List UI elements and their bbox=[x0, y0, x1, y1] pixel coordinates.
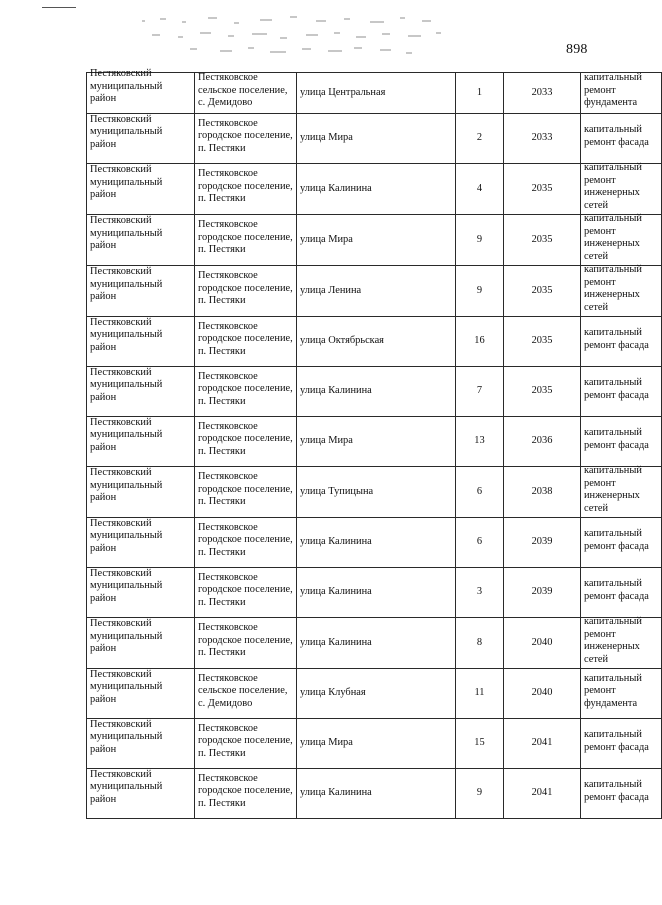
street-cell bbox=[297, 669, 456, 719]
table-row bbox=[87, 719, 662, 769]
work-type-cell-text: капитальный ремонт инженерных сетей bbox=[584, 465, 642, 514]
street-cell bbox=[297, 367, 456, 417]
settlement-cell-text: Пестяковское городское поселение, п. Пестяки bbox=[198, 320, 293, 357]
planned-year-cell bbox=[504, 417, 581, 467]
table-row bbox=[87, 317, 662, 367]
settlement-cell-text: Пестяковское городское поселение, п. Пестяки bbox=[198, 521, 293, 558]
street-cell-text: улица Тупицына bbox=[300, 485, 374, 497]
house-number-cell bbox=[456, 669, 504, 719]
district-cell-text: Пестяковский муниципальный район bbox=[90, 266, 163, 303]
house-number-cell-text: 6 bbox=[476, 536, 483, 548]
settlement-cell-text: Пестяковское городское поселение, п. Пестяки bbox=[198, 270, 293, 307]
settlement-cell-text: Пестяковское городское поселение, п. Пестяки bbox=[198, 420, 293, 457]
settlement-cell bbox=[195, 518, 297, 568]
work-type-cell bbox=[581, 114, 662, 164]
planned-year-cell bbox=[504, 317, 581, 367]
work-type-cell-text: капитальный ремонт фасада bbox=[584, 327, 649, 351]
settlement-cell bbox=[195, 769, 297, 819]
house-number-cell-text: 6 bbox=[476, 485, 483, 497]
house-number-cell-text: 3 bbox=[476, 586, 483, 598]
house-number-cell-text: 13 bbox=[474, 435, 485, 447]
page-number: 898 bbox=[566, 42, 588, 57]
house-number-cell bbox=[456, 568, 504, 618]
planned-year-cell-text: 2035 bbox=[531, 385, 553, 397]
settlement-cell-text: Пестяковское городское поселение, п. Пестяки bbox=[198, 622, 293, 659]
district-cell-text: Пестяковский муниципальный район bbox=[90, 215, 163, 252]
work-type-cell bbox=[581, 568, 662, 618]
district-cell bbox=[87, 317, 195, 367]
scan-noise-header bbox=[130, 14, 510, 64]
district-cell bbox=[87, 417, 195, 467]
settlement-cell bbox=[195, 417, 297, 467]
planned-year-cell bbox=[504, 568, 581, 618]
street-cell bbox=[297, 769, 456, 819]
street-cell bbox=[297, 317, 456, 367]
table-row bbox=[87, 618, 662, 669]
district-cell bbox=[87, 164, 195, 215]
street-cell bbox=[297, 719, 456, 769]
planned-year-cell bbox=[504, 367, 581, 417]
house-number-cell bbox=[456, 317, 504, 367]
table-row bbox=[87, 164, 662, 215]
district-cell-text: Пестяковский муниципальный район bbox=[90, 668, 163, 705]
street-cell bbox=[297, 568, 456, 618]
district-cell-text: Пестяковский муниципальный район bbox=[90, 68, 163, 105]
planned-year-cell bbox=[504, 518, 581, 568]
work-type-cell bbox=[581, 164, 662, 215]
house-number-cell-text: 7 bbox=[476, 385, 483, 397]
planned-year-cell-text: 2033 bbox=[531, 86, 553, 98]
work-type-cell bbox=[581, 618, 662, 669]
house-number-cell-text: 16 bbox=[474, 335, 485, 347]
work-type-cell-text: капитальный ремонт инженерных сетей bbox=[584, 264, 642, 313]
settlement-cell bbox=[195, 367, 297, 417]
district-cell-text: Пестяковский муниципальный район bbox=[90, 416, 163, 453]
house-number-cell bbox=[456, 114, 504, 164]
district-cell-text: Пестяковский муниципальный район bbox=[90, 316, 163, 353]
house-number-cell-text: 11 bbox=[474, 687, 485, 699]
work-type-cell bbox=[581, 317, 662, 367]
settlement-cell-text: Пестяковское сельское поселение, с. Демидово bbox=[198, 672, 288, 709]
planned-year-cell-text: 2035 bbox=[531, 233, 553, 245]
district-cell-text: Пестяковский муниципальный район bbox=[90, 618, 163, 655]
planned-year-cell-text: 2035 bbox=[531, 335, 553, 347]
district-cell bbox=[87, 367, 195, 417]
planned-year-cell-text: 2039 bbox=[531, 536, 553, 548]
work-type-cell-text: капитальный ремонт фундамента bbox=[584, 72, 642, 109]
settlement-cell bbox=[195, 73, 297, 114]
district-cell bbox=[87, 568, 195, 618]
work-type-cell-text: капитальный ремонт фасада bbox=[584, 528, 649, 552]
settlement-cell bbox=[195, 215, 297, 266]
work-type-cell-text: капитальный ремонт инженерных сетей bbox=[584, 616, 642, 665]
district-cell bbox=[87, 669, 195, 719]
street-cell bbox=[297, 467, 456, 518]
house-number-cell-text: 15 bbox=[474, 737, 485, 749]
work-type-cell-text: капитальный ремонт фасада bbox=[584, 779, 649, 803]
street-cell-text: улица Калинина bbox=[300, 385, 372, 397]
work-type-cell bbox=[581, 669, 662, 719]
street-cell bbox=[297, 618, 456, 669]
house-number-cell bbox=[456, 164, 504, 215]
settlement-cell-text: Пестяковское городское поселение, п. Пестяки bbox=[198, 471, 293, 508]
house-number-cell-text: 9 bbox=[476, 284, 483, 296]
district-cell-text: Пестяковский муниципальный район bbox=[90, 164, 163, 201]
planned-year-cell bbox=[504, 719, 581, 769]
district-cell bbox=[87, 215, 195, 266]
house-number-cell-text: 4 bbox=[476, 182, 483, 194]
house-number-cell bbox=[456, 719, 504, 769]
work-type-cell bbox=[581, 215, 662, 266]
street-cell-text: улица Калинина bbox=[300, 536, 372, 548]
house-number-cell bbox=[456, 266, 504, 317]
table-row bbox=[87, 417, 662, 467]
planned-year-cell bbox=[504, 215, 581, 266]
street-cell-text: улица Мира bbox=[300, 233, 353, 245]
district-cell bbox=[87, 68, 195, 114]
planned-year-cell bbox=[504, 769, 581, 819]
street-cell-text: улица Ленина bbox=[300, 284, 362, 296]
district-cell bbox=[87, 518, 195, 568]
district-cell bbox=[87, 719, 195, 769]
table-row bbox=[87, 114, 662, 164]
settlement-cell bbox=[195, 266, 297, 317]
house-number-cell bbox=[456, 215, 504, 266]
settlement-cell bbox=[195, 669, 297, 719]
table-row bbox=[87, 669, 662, 719]
work-type-cell bbox=[581, 73, 662, 114]
settlement-cell-text: Пестяковское городское поселение, п. Пестяки bbox=[198, 117, 293, 154]
house-number-cell-text: 1 bbox=[476, 86, 483, 98]
house-number-cell-text: 9 bbox=[476, 233, 483, 245]
street-cell-text: улица Клубная bbox=[300, 687, 366, 699]
table-row bbox=[87, 769, 662, 819]
work-type-cell bbox=[581, 769, 662, 819]
work-type-cell-text: капитальный ремонт инженерных сетей bbox=[584, 213, 642, 262]
planned-year-cell-text: 2041 bbox=[531, 787, 553, 799]
work-type-cell-text: капитальный ремонт инженерных сетей bbox=[584, 162, 642, 211]
planned-year-cell bbox=[504, 618, 581, 669]
street-cell bbox=[297, 73, 456, 114]
settlement-cell bbox=[195, 317, 297, 367]
table-row bbox=[87, 73, 662, 114]
house-number-cell-text: 9 bbox=[476, 787, 483, 799]
work-type-cell-text: капитальный ремонт фасада bbox=[584, 377, 649, 401]
street-cell-text: улица Калинина bbox=[300, 586, 372, 598]
table-body bbox=[87, 68, 662, 819]
street-cell bbox=[297, 518, 456, 568]
district-cell-text: Пестяковский муниципальный район bbox=[90, 768, 163, 805]
planned-year-cell-text: 2039 bbox=[531, 586, 553, 598]
district-cell-text: Пестяковский муниципальный район bbox=[90, 366, 163, 403]
district-cell bbox=[87, 618, 195, 669]
house-number-cell bbox=[456, 467, 504, 518]
work-type-cell-text: капитальный ремонт фундамента bbox=[584, 672, 642, 709]
district-cell bbox=[87, 769, 195, 819]
top-scan-rule bbox=[42, 7, 76, 8]
work-type-cell bbox=[581, 467, 662, 518]
district-cell-text: Пестяковский муниципальный район bbox=[90, 517, 163, 554]
settlement-cell-text: Пестяковское городское поселение, п. Пестяки bbox=[198, 571, 293, 608]
planned-year-cell-text: 2035 bbox=[531, 284, 553, 296]
table-row bbox=[87, 266, 662, 317]
work-type-cell bbox=[581, 367, 662, 417]
table-row bbox=[87, 518, 662, 568]
planned-year-cell bbox=[504, 266, 581, 317]
street-cell-text: улица Мира bbox=[300, 737, 353, 749]
repair-schedule-table bbox=[86, 68, 662, 819]
house-number-cell bbox=[456, 73, 504, 114]
planned-year-cell-text: 2040 bbox=[531, 636, 553, 648]
table-row bbox=[87, 367, 662, 417]
planned-year-cell-text: 2035 bbox=[531, 182, 553, 194]
planned-year-cell bbox=[504, 114, 581, 164]
planned-year-cell-text: 2038 bbox=[531, 485, 553, 497]
work-type-cell bbox=[581, 719, 662, 769]
street-cell bbox=[297, 417, 456, 467]
work-type-cell-text: капитальный ремонт фасада bbox=[584, 124, 649, 148]
street-cell bbox=[297, 164, 456, 215]
settlement-cell-text: Пестяковское городское поселение, п. Пестяки bbox=[198, 772, 293, 809]
district-cell-text: Пестяковский муниципальный район bbox=[90, 467, 163, 504]
street-cell-text: улица Центральная bbox=[300, 86, 386, 98]
table-row bbox=[87, 467, 662, 518]
work-type-cell-text: капитальный ремонт фасада bbox=[584, 427, 649, 451]
planned-year-cell-text: 2040 bbox=[531, 687, 553, 699]
street-cell-text: улица Мира bbox=[300, 435, 353, 447]
street-cell bbox=[297, 215, 456, 266]
planned-year-cell-text: 2036 bbox=[531, 435, 553, 447]
work-type-cell bbox=[581, 417, 662, 467]
settlement-cell bbox=[195, 568, 297, 618]
settlement-cell-text: Пестяковское городское поселение, п. Пестяки bbox=[198, 722, 293, 759]
planned-year-cell bbox=[504, 669, 581, 719]
house-number-cell bbox=[456, 367, 504, 417]
settlement-cell-text: Пестяковское городское поселение, п. Пестяки bbox=[198, 370, 293, 407]
street-cell bbox=[297, 114, 456, 164]
house-number-cell bbox=[456, 618, 504, 669]
house-number-cell-text: 8 bbox=[476, 636, 483, 648]
street-cell-text: улица Калинина bbox=[300, 182, 372, 194]
street-cell-text: улица Калинина bbox=[300, 636, 372, 648]
street-cell-text: улица Октябрьская bbox=[300, 335, 384, 347]
street-cell bbox=[297, 266, 456, 317]
district-cell bbox=[87, 266, 195, 317]
work-type-cell-text: капитальный ремонт фасада bbox=[584, 578, 649, 602]
district-cell-text: Пестяковский муниципальный район bbox=[90, 567, 163, 604]
settlement-cell bbox=[195, 467, 297, 518]
planned-year-cell bbox=[504, 73, 581, 114]
planned-year-cell bbox=[504, 467, 581, 518]
work-type-cell bbox=[581, 518, 662, 568]
district-cell bbox=[87, 114, 195, 164]
street-cell-text: улица Мира bbox=[300, 132, 353, 144]
table-row bbox=[87, 568, 662, 618]
settlement-cell bbox=[195, 719, 297, 769]
house-number-cell bbox=[456, 518, 504, 568]
house-number-cell bbox=[456, 769, 504, 819]
house-number-cell-text: 2 bbox=[476, 132, 483, 144]
house-number-cell bbox=[456, 417, 504, 467]
settlement-cell-text: Пестяковское сельское поселение, с. Демидово bbox=[198, 72, 288, 109]
work-type-cell-text: капитальный ремонт фасада bbox=[584, 729, 649, 753]
planned-year-cell bbox=[504, 164, 581, 215]
settlement-cell-text: Пестяковское городское поселение, п. Пестяки bbox=[198, 219, 293, 256]
table-row bbox=[87, 215, 662, 266]
planned-year-cell-text: 2041 bbox=[531, 737, 553, 749]
district-cell bbox=[87, 467, 195, 518]
settlement-cell bbox=[195, 164, 297, 215]
planned-year-cell-text: 2033 bbox=[531, 132, 553, 144]
street-cell-text: улица Калинина bbox=[300, 787, 372, 799]
district-cell-text: Пестяковский муниципальный район bbox=[90, 113, 163, 150]
settlement-cell-text: Пестяковское городское поселение, п. Пестяки bbox=[198, 168, 293, 205]
settlement-cell bbox=[195, 618, 297, 669]
work-type-cell bbox=[581, 266, 662, 317]
settlement-cell bbox=[195, 114, 297, 164]
district-cell-text: Пестяковский муниципальный район bbox=[90, 718, 163, 755]
